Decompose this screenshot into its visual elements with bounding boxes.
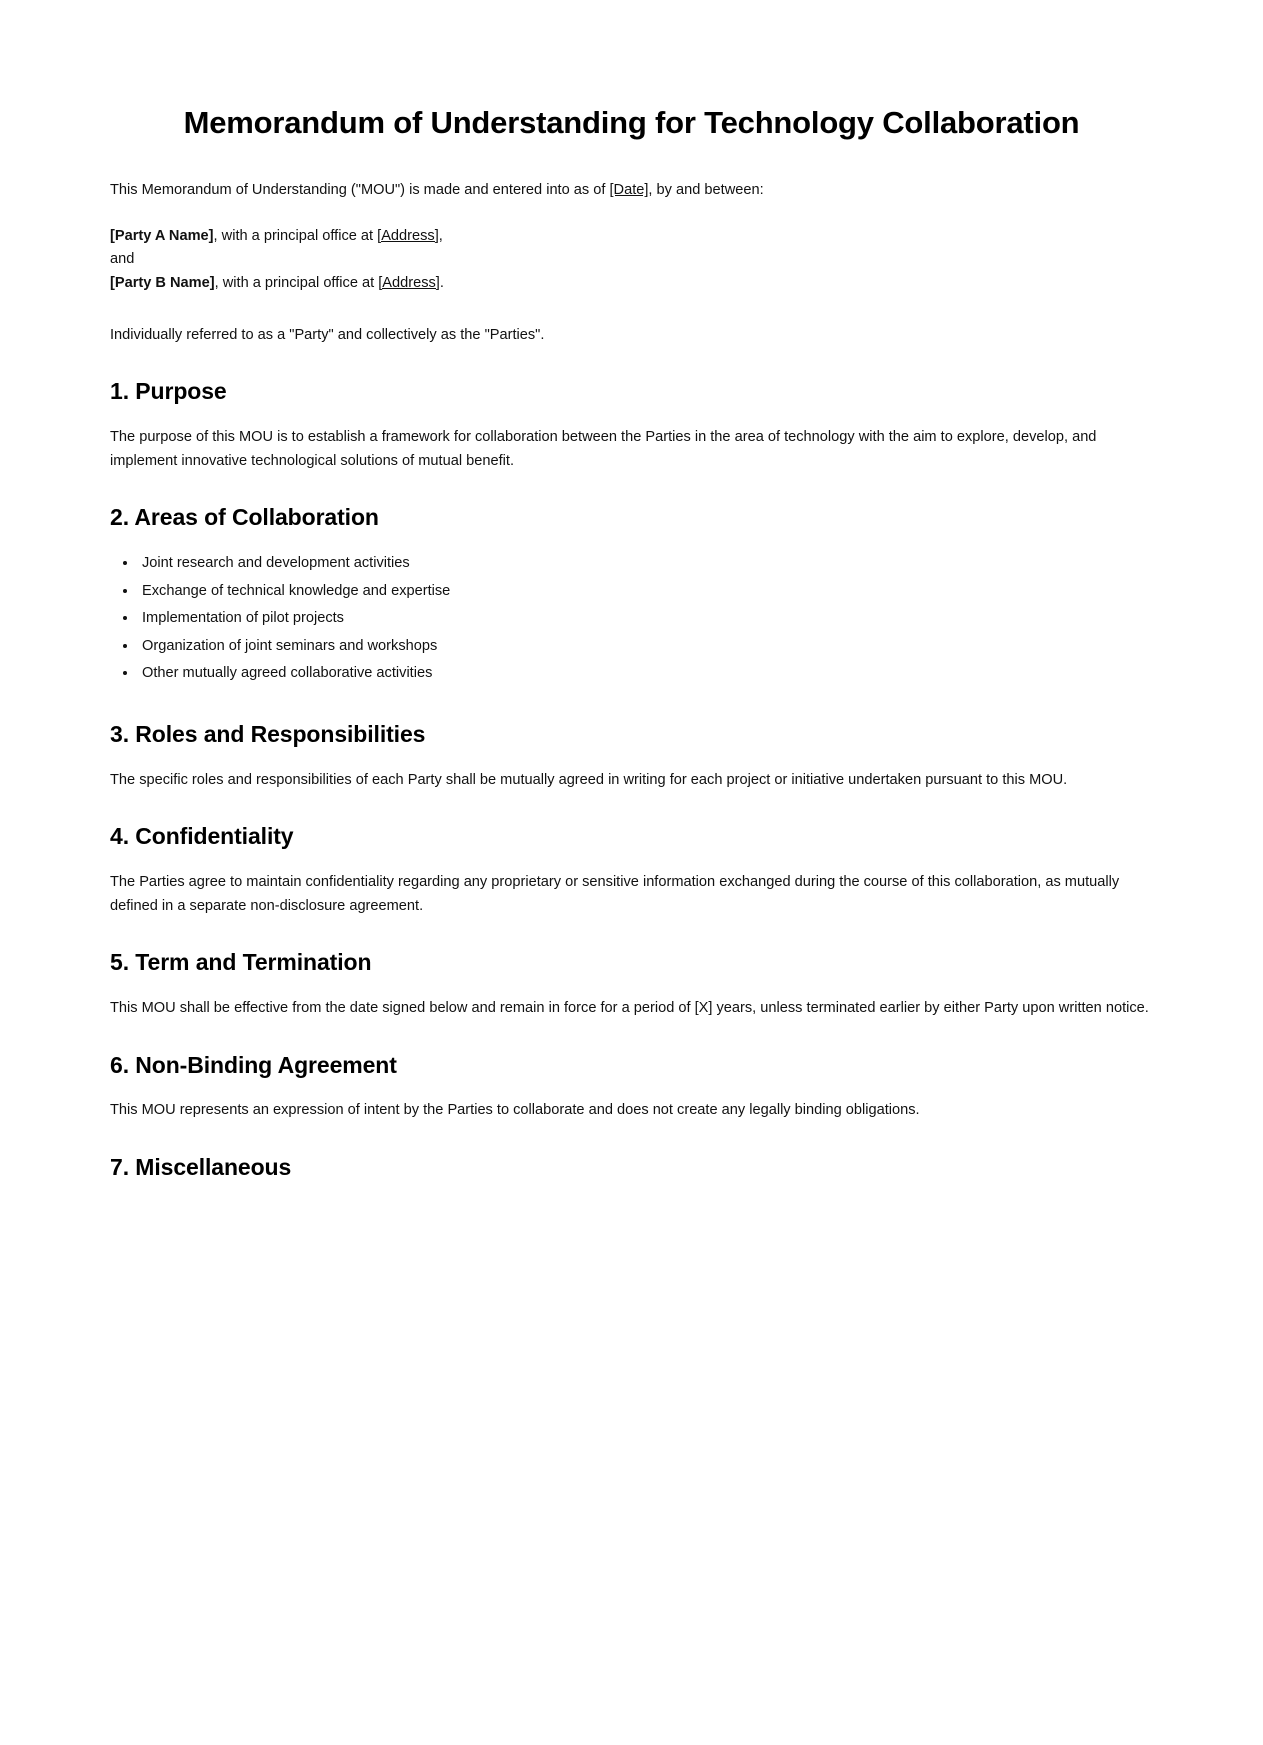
party-a-line [110,225,1153,249]
section-heading-2-areas-of-collaboration: 2. Areas of Collaboration [110,504,379,531]
parties-conjunction: and [110,251,135,268]
list-item: • Other mutually agreed collaborative activities [138,662,1153,685]
list-item: • Joint research and development activities [138,552,1153,575]
party-a-name: [Party A Name] [110,227,214,244]
list-item: • Implementation of pilot projects [138,607,1153,630]
party-b-text: , with a principal office at [214,275,379,292]
page-title: Memorandum of Understanding for Technology Collaboration [183,105,1080,140]
intro-paragraph [110,179,1153,203]
list-item: • Organization of joint seminars and workshops [138,635,1153,658]
party-a-address: [Address] [377,227,439,244]
section-body-3-roles-and-responsibilities: The specific roles and responsibilities of each Party shall be mutually agreed in writing for each project or initiative undertaken pursuant to this MOU. [110,771,1068,788]
intro-text-after: , by and between: [648,182,764,199]
section-heading-4-confidentiality: 4. Confidentiality [110,823,294,850]
section-heading-3-roles-and-responsibilities: 3. Roles and Responsibilities [110,720,426,747]
section-body-4-confidentiality: The Parties agree to maintain confidentiality regarding any proprietary or sensitive information exchanged during the course of this collaboration, as mutually defined in a separate non-disclosure agreement. [110,874,1120,914]
section-body-5-term-and-termination: This MOU shall be effective from the date signed below and remain in force for a period of [X] years, unless terminated earlier by either Party upon written notice. [110,1000,1149,1017]
intro-text-before: This Memorandum of Understanding ("MOU") is made and entered into as of [110,182,610,199]
party-a-text: , with a principal office at [213,227,378,244]
section-body-6-non-binding-agreement: This MOU represents an expression of intent by the Parties to collaborate and does not create any legally binding obligations. [110,1102,920,1119]
date-placeholder: [Date] [609,182,649,199]
parties-block [110,225,1153,296]
section-body-1-purpose: The purpose of this MOU is to establish a framework for collaboration between the Parties in the area of technology with the aim to explore, develop, and implement innovative technological solutions of mutual benefit. [110,429,1097,469]
parties-reference-note: Individually referred to as a "Party" and collectively as the "Parties". [110,326,545,343]
party-a-suffix: , [438,227,443,244]
list-item: • Exchange of technical knowledge and expertise [138,580,1153,603]
party-b-name: [Party B Name] [110,275,215,292]
party-b-line [110,272,1153,296]
section-heading-6-non-binding-agreement: 6. Non-Binding Agreement [110,1051,397,1078]
section-heading-1-purpose: 1. Purpose [110,378,227,405]
party-b-address: [Address] [378,275,440,292]
section-heading-7-miscellaneous: 7. Miscellaneous [110,1154,292,1180]
party-b-suffix: . [439,275,444,292]
section-heading-5-term-and-termination: 5. Term and Termination [110,949,372,976]
areas-of-collaboration-list [110,552,1153,685]
